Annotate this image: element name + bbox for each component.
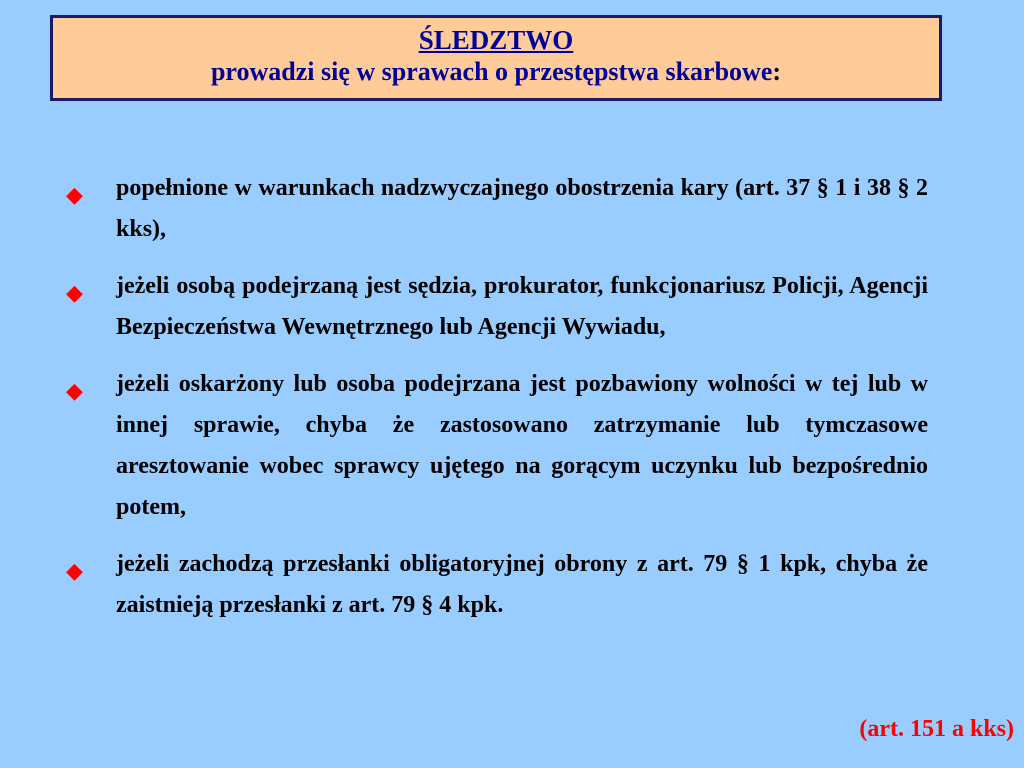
- bullet-item: [66, 544, 928, 626]
- bullet-item: [66, 266, 928, 348]
- bullet-text: jeżeli osobą podejrzaną jest sędzia, prokurator, funkcjonariusz Policji, Agencji Bezpieczeństwa Wewnętrznego lub Agencji Wywiadu,: [116, 273, 928, 340]
- bullet-text: jeżeli zachodzą przesłanki obligatoryjnej obrony z art. 79 § 1 kpk, chyba że zaistnieją przesłanki z art. 79 § 4 kpk.: [116, 551, 928, 618]
- diamond-icon: ◆: [66, 280, 83, 305]
- title-box: [50, 15, 942, 101]
- bullet-item: [66, 364, 928, 528]
- bullet-text: jeżeli oskarżony lub osoba podejrzana jest pozbawiony wolności w tej lub w innej sprawie, chyba że zastosowano zatrzymanie lub tymczasowe aresztowanie wobec sprawcy ujętego na gorącym uczynku lub bezpośrednio potem,: [116, 371, 928, 520]
- slide-subtitle-colon: :: [772, 57, 782, 86]
- bullet-list: [66, 168, 928, 642]
- bullet-text: popełnione w warunkach nadzwyczajnego obostrzenia kary (art. 37 § 1 i 38 § 2 kks),: [116, 175, 928, 242]
- diamond-icon: ◆: [66, 378, 83, 403]
- slide-subtitle-text: prowadzi się w sprawach o przestępstwa skarbowe: [210, 57, 773, 86]
- article-reference: (art. 151 a kks): [859, 716, 1014, 742]
- slide-title: ŚLEDZTWO: [418, 25, 574, 55]
- diamond-icon: ◆: [66, 182, 83, 207]
- diamond-icon: ◆: [66, 558, 83, 583]
- bullet-item: [66, 168, 928, 250]
- slide-subtitle: [53, 56, 939, 88]
